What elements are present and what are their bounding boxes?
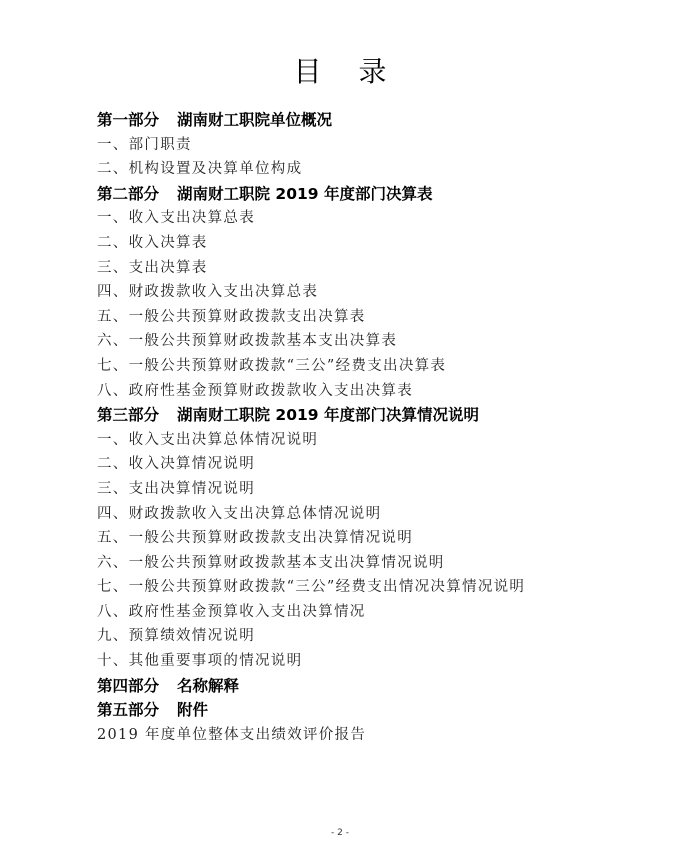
- toc-item: 七、一般公共预算财政拨款“三公”经费支出决算表: [97, 357, 447, 374]
- page-title: 目 录: [293, 55, 401, 88]
- toc-item: 四、财政拨款收入支出决算总表: [97, 284, 319, 301]
- toc-part-label: 第三部分: [97, 406, 160, 425]
- toc-item: 三、支出决算表: [97, 259, 208, 276]
- toc-part-label: 第一部分: [97, 111, 160, 129]
- toc-item: 七、一般公共预算财政拨款“三公”经费支出情况决算情况说明: [97, 579, 526, 596]
- toc-item: 三、支出决算情况说明: [97, 480, 255, 497]
- toc-part-name: 附件: [177, 701, 209, 720]
- toc-item: 六、一般公共预算财政拨款基本支出决算表: [97, 333, 398, 350]
- toc-item: 十、其他重要事项的情况说明: [97, 653, 303, 670]
- toc-item: 八、政府性基金预算财政拨款收入支出决算表: [97, 382, 413, 399]
- toc-item: 一、收入支出决算总表: [97, 210, 255, 227]
- toc-part-heading: [97, 182, 617, 207]
- toc-part-heading: [97, 698, 617, 723]
- toc-part-heading: [97, 108, 617, 133]
- toc-item: 二、机构设置及决算单位构成: [97, 161, 303, 178]
- toc-item: 二、收入决算情况说明: [97, 456, 255, 473]
- toc-part-name: 湖南财工职院 2019 年度部门决算情况说明: [177, 406, 479, 425]
- toc-part-heading: [97, 403, 617, 428]
- toc-part-label: 第二部分: [97, 184, 160, 203]
- toc-item: 一、收入支出决算总体情况说明: [97, 431, 319, 448]
- toc-part-name: 湖南财工职院单位概况: [177, 111, 333, 129]
- toc-item: 八、政府性基金预算收入支出决算情况: [97, 603, 366, 620]
- toc-item: 九、预算绩效情况说明: [97, 628, 255, 645]
- toc-part-label: 第五部分: [97, 701, 160, 720]
- toc-part-name: 湖南财工职院 2019 年度部门决算表: [177, 184, 433, 203]
- toc-item: 2019 年度单位整体支出绩效评价报告: [97, 726, 367, 743]
- toc-item: 四、财政拨款收入支出决算总体情况说明: [97, 505, 382, 522]
- toc-part-label: 第四部分: [97, 676, 160, 695]
- page-number: - 2 -: [331, 828, 349, 838]
- toc-item: 五、一般公共预算财政拨款支出决算情况说明: [97, 530, 413, 547]
- table-of-contents: [97, 108, 617, 747]
- toc-item: 五、一般公共预算财政拨款支出决算表: [97, 308, 366, 325]
- toc-item: 一、部门职责: [97, 136, 192, 153]
- toc-item: 六、一般公共预算财政拨款基本支出决算情况说明: [97, 554, 445, 571]
- toc-part-name: 名称解释: [177, 676, 240, 695]
- toc-item: 二、收入决算表: [97, 234, 208, 251]
- toc-part-heading: [97, 674, 617, 699]
